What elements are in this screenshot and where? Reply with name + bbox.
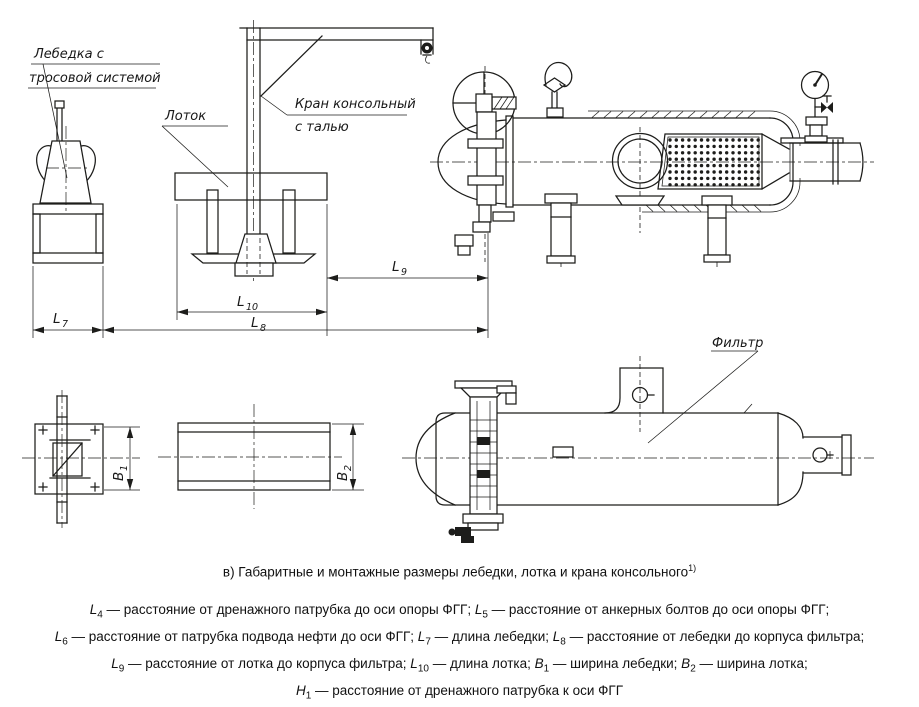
- legend-line-1: $L_4$ — расстояние от дренажного патрубка до оси опоры ФГГ; $L_5$ — расстояние от анкерных болтов до оси опоры ФГГ;: [89, 602, 830, 621]
- dim-label-b1: B: [111, 471, 127, 481]
- footnote-reference: 1): [688, 563, 697, 573]
- winch-callout-line1: Лебедка с: [34, 47, 104, 62]
- tray-callout: Лоток: [165, 109, 207, 124]
- svg-text:10: 10: [246, 302, 259, 313]
- figure-legend: [0, 599, 919, 707]
- svg-text:1: 1: [119, 464, 130, 471]
- filter-basket: [658, 134, 789, 189]
- hoist-trolley: [422, 43, 433, 64]
- dim-label-b2: B: [335, 471, 351, 481]
- svg-text:2: 2: [343, 464, 354, 471]
- dim-b1: [104, 427, 140, 490]
- dim-label-l8: L: [251, 315, 259, 331]
- legend-line-3: $L_9$ — расстояние от лотка до корпуса фильтра; $L_{10}$ — длина лотка; $B_1$ — ширина лебедки; $B_2$ — ширина лотка;: [111, 656, 808, 675]
- perforation-dots: [668, 138, 760, 186]
- crane-callout-line2: с талью: [295, 120, 349, 135]
- dim-label-l10: L: [237, 294, 245, 310]
- winch-front-view: [33, 101, 103, 263]
- filter-top-view: [402, 336, 874, 543]
- legend-line-4: $H_1$ — расстояние от дренажного патрубка к оси ФГГ: [295, 683, 624, 702]
- figure-caption: в) Габаритные и монтажные размеры лебедки, лотка и крана консольного$^{1)}$: [222, 563, 697, 580]
- lifting-hook: [544, 62, 572, 117]
- pressure-gauge: [802, 72, 834, 143]
- dim-l7: [33, 311, 103, 333]
- tray-top-view: [158, 404, 342, 509]
- svg-text:8: 8: [260, 323, 267, 334]
- filter-bracket: [605, 356, 663, 432]
- winch-top-view: [22, 390, 140, 528]
- crane-callout-line1: Кран консольный: [295, 97, 416, 112]
- valve-top-view: [449, 381, 517, 543]
- winch-callout-line2: тросовой системой: [29, 71, 161, 86]
- dim-label-l7: L: [53, 311, 61, 327]
- filter-side-view: [430, 62, 874, 268]
- svg-text:7: 7: [62, 319, 69, 330]
- tray-front-view: [175, 173, 327, 276]
- svg-text:9: 9: [401, 267, 408, 278]
- legend-line-2: $L_6$ — расстояние от патрубка подвода нефти до оси ФГГ; $L_7$ — длина лебедки; $L_8$ — расстояние от лебедки до корпуса фильтра;: [54, 629, 865, 648]
- dim-l8: [103, 315, 488, 334]
- dim-l10: [177, 294, 327, 315]
- dim-label-l9: L: [392, 259, 400, 275]
- callouts: [28, 47, 416, 187]
- filter-callout: Фильтр: [712, 336, 764, 351]
- dim-l9: [327, 259, 488, 281]
- lifting-lug: [553, 447, 573, 457]
